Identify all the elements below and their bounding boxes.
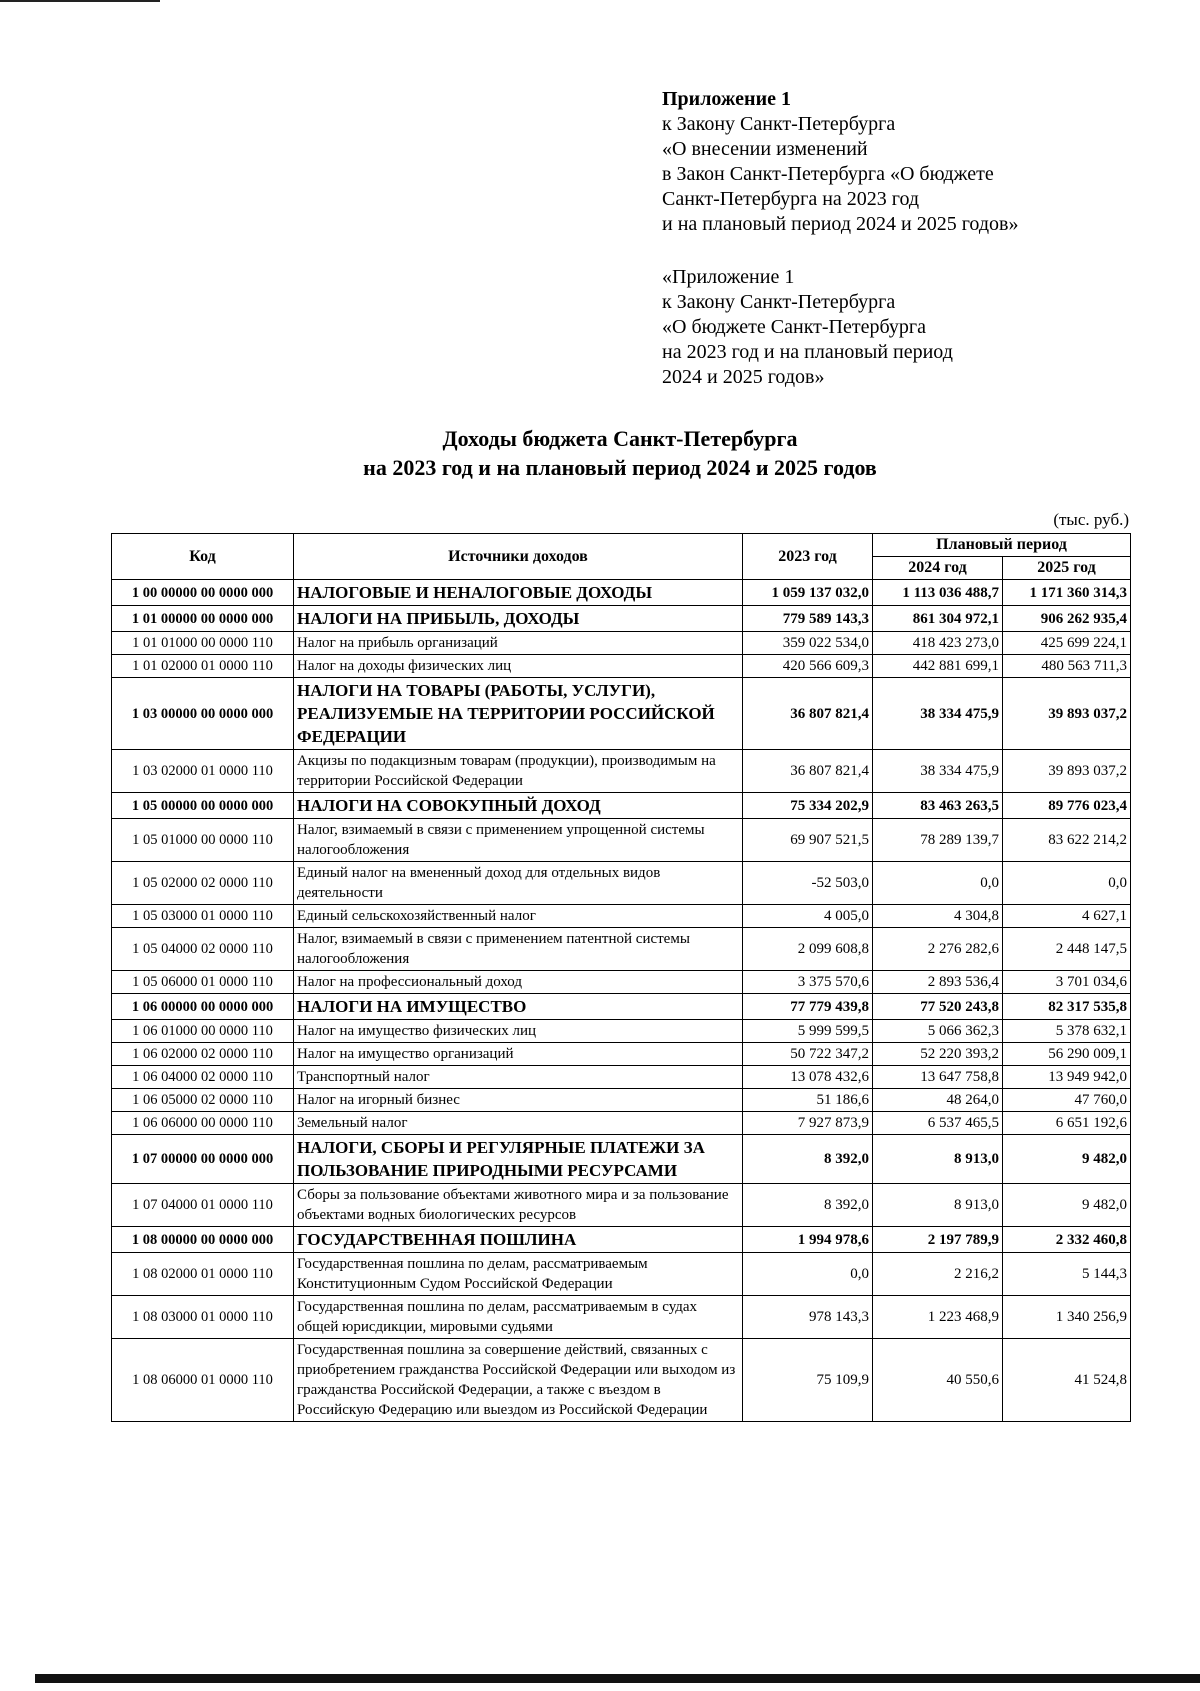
row-code: 1 01 02000 01 0000 110 (112, 655, 294, 678)
row-code: 1 03 00000 00 0000 000 (112, 678, 294, 750)
row-value-2023: 36 807 821,4 (743, 750, 873, 793)
row-value-2024: 1 223 468,9 (873, 1296, 1003, 1339)
row-value-2025: 89 776 023,4 (1003, 793, 1131, 819)
row-value-2023: 4 005,0 (743, 905, 873, 928)
row-source-name: Налог на имущество физических лиц (294, 1020, 743, 1043)
row-source-name: Налог на имущество организаций (294, 1043, 743, 1066)
row-value-2024: 2 197 789,9 (873, 1227, 1003, 1253)
row-value-2023: 8 392,0 (743, 1184, 873, 1227)
row-value-2024: 4 304,8 (873, 905, 1003, 928)
table-row (112, 862, 1131, 905)
row-value-2023: 1 994 978,6 (743, 1227, 873, 1253)
row-value-2023: 13 078 432,6 (743, 1066, 873, 1089)
row-value-2025: 0,0 (1003, 862, 1131, 905)
row-code: 1 07 00000 00 0000 000 (112, 1135, 294, 1184)
table-row (112, 1112, 1131, 1135)
row-code: 1 06 00000 00 0000 000 (112, 994, 294, 1020)
row-value-2025: 5 144,3 (1003, 1253, 1131, 1296)
row-code: 1 05 02000 02 0000 110 (112, 862, 294, 905)
table-row (112, 819, 1131, 862)
row-value-2023: 2 099 608,8 (743, 928, 873, 971)
table-row (112, 750, 1131, 793)
header-planned-period: Плановый период (873, 534, 1131, 557)
row-value-2023: 75 334 202,9 (743, 793, 873, 819)
row-code: 1 08 00000 00 0000 000 (112, 1227, 294, 1253)
appendix-line: к Закону Санкт-Петербурга (662, 291, 896, 313)
row-code: 1 08 03000 01 0000 110 (112, 1296, 294, 1339)
row-value-2024: 77 520 243,8 (873, 994, 1003, 1020)
row-value-2025: 1 340 256,9 (1003, 1296, 1131, 1339)
row-value-2024: 2 893 536,4 (873, 971, 1003, 994)
row-value-2023: 1 059 137 032,0 (743, 580, 873, 606)
row-code: 1 00 00000 00 0000 000 (112, 580, 294, 606)
table-row (112, 1020, 1131, 1043)
row-value-2024: 52 220 393,2 (873, 1043, 1003, 1066)
row-value-2024: 861 304 972,1 (873, 606, 1003, 632)
row-source-name: Единый сельскохозяйственный налог (294, 905, 743, 928)
table-header (112, 534, 1131, 580)
row-code: 1 08 02000 01 0000 110 (112, 1253, 294, 1296)
row-value-2025: 47 760,0 (1003, 1089, 1131, 1112)
row-value-2024: 8 913,0 (873, 1135, 1003, 1184)
row-code: 1 06 06000 00 0000 110 (112, 1112, 294, 1135)
row-value-2023: 359 022 534,0 (743, 632, 873, 655)
appendix-line: в Закон Санкт-Петербурга «О бюджете (662, 163, 994, 185)
appendix-line: на 2023 год и на плановый период (662, 341, 953, 363)
row-value-2024: 48 264,0 (873, 1089, 1003, 1112)
appendix-header-law (662, 87, 1018, 237)
row-source-name: НАЛОГИ НА СОВОКУПНЫЙ ДОХОД (294, 793, 743, 819)
row-code: 1 06 02000 02 0000 110 (112, 1043, 294, 1066)
appendix-line: Санкт-Петербурга на 2023 год (662, 188, 920, 210)
row-source-name: Налог на доходы физических лиц (294, 655, 743, 678)
row-source-name: Налог на игорный бизнес (294, 1089, 743, 1112)
table-row (112, 678, 1131, 750)
row-value-2024: 40 550,6 (873, 1339, 1003, 1422)
row-value-2025: 906 262 935,4 (1003, 606, 1131, 632)
row-value-2023: 51 186,6 (743, 1089, 873, 1112)
row-value-2023: 75 109,9 (743, 1339, 873, 1422)
row-value-2025: 13 949 942,0 (1003, 1066, 1131, 1089)
scan-bottom-rule (35, 1674, 1200, 1683)
row-value-2025: 2 332 460,8 (1003, 1227, 1131, 1253)
row-source-name: НАЛОГОВЫЕ И НЕНАЛОГОВЫЕ ДОХОДЫ (294, 580, 743, 606)
row-value-2025: 83 622 214,2 (1003, 819, 1131, 862)
table-body (112, 580, 1131, 1422)
row-source-name: НАЛОГИ НА ПРИБЫЛЬ, ДОХОДЫ (294, 606, 743, 632)
row-value-2023: 779 589 143,3 (743, 606, 873, 632)
table-row (112, 971, 1131, 994)
table-row (112, 580, 1131, 606)
table-row (112, 1043, 1131, 1066)
header-2024: 2024 год (873, 557, 1003, 580)
table-row (112, 905, 1131, 928)
row-value-2023: 69 907 521,5 (743, 819, 873, 862)
row-value-2023: 3 375 570,6 (743, 971, 873, 994)
row-code: 1 03 02000 01 0000 110 (112, 750, 294, 793)
row-code: 1 07 04000 01 0000 110 (112, 1184, 294, 1227)
budget-revenue-table (111, 533, 1131, 1422)
row-source-name: НАЛОГИ НА ТОВАРЫ (РАБОТЫ, УСЛУГИ), РЕАЛИЗУЕМЫЕ НА ТЕРРИТОРИИ РОССИЙСКОЙ ФЕДЕРАЦИИ (294, 678, 743, 750)
table-row (112, 1184, 1131, 1227)
row-value-2023: 8 392,0 (743, 1135, 873, 1184)
row-code: 1 05 01000 00 0000 110 (112, 819, 294, 862)
row-value-2023: 50 722 347,2 (743, 1043, 873, 1066)
row-value-2025: 425 699 224,1 (1003, 632, 1131, 655)
row-source-name: Сборы за пользование объектами животного мира и за пользование объектами водных биологических ресурсов (294, 1184, 743, 1227)
row-source-name: ГОСУДАРСТВЕННАЯ ПОШЛИНА (294, 1227, 743, 1253)
table-row (112, 1296, 1131, 1339)
scan-top-rule (0, 0, 160, 2)
row-value-2025: 9 482,0 (1003, 1135, 1131, 1184)
row-source-name: НАЛОГИ НА ИМУЩЕСТВО (294, 994, 743, 1020)
document-title-line: на 2023 год и на плановый период 2024 и 2025 годов (363, 455, 877, 480)
row-source-name: Налог, взимаемый в связи с применением упрощенной системы налогообложения (294, 819, 743, 862)
row-value-2025: 4 627,1 (1003, 905, 1131, 928)
row-value-2025: 480 563 711,3 (1003, 655, 1131, 678)
row-value-2025: 39 893 037,2 (1003, 750, 1131, 793)
table-row (112, 655, 1131, 678)
row-code: 1 05 04000 02 0000 110 (112, 928, 294, 971)
row-value-2023: -52 503,0 (743, 862, 873, 905)
row-value-2025: 39 893 037,2 (1003, 678, 1131, 750)
unit-note: (тыс. руб.) (1053, 510, 1129, 529)
row-value-2024: 6 537 465,5 (873, 1112, 1003, 1135)
header-2025: 2025 год (1003, 557, 1131, 580)
table-row (112, 1227, 1131, 1253)
row-code: 1 06 01000 00 0000 110 (112, 1020, 294, 1043)
table-row (112, 994, 1131, 1020)
appendix-line: Приложение 1 (662, 88, 791, 110)
row-value-2024: 1 113 036 488,7 (873, 580, 1003, 606)
appendix-line: «Приложение 1 (662, 266, 795, 288)
appendix-line: и на плановый период 2024 и 2025 годов» (662, 213, 1019, 235)
row-code: 1 06 05000 02 0000 110 (112, 1089, 294, 1112)
row-value-2025: 56 290 009,1 (1003, 1043, 1131, 1066)
row-value-2024: 13 647 758,8 (873, 1066, 1003, 1089)
header-source: Источники доходов (294, 534, 743, 580)
row-value-2024: 78 289 139,7 (873, 819, 1003, 862)
row-code: 1 01 01000 00 0000 110 (112, 632, 294, 655)
row-value-2024: 38 334 475,9 (873, 750, 1003, 793)
row-value-2025: 2 448 147,5 (1003, 928, 1131, 971)
row-source-name: Транспортный налог (294, 1066, 743, 1089)
header-code: Код (112, 534, 294, 580)
row-value-2023: 5 999 599,5 (743, 1020, 873, 1043)
row-source-name: Земельный налог (294, 1112, 743, 1135)
row-value-2025: 82 317 535,8 (1003, 994, 1131, 1020)
table-row (112, 1089, 1131, 1112)
row-code: 1 08 06000 01 0000 110 (112, 1339, 294, 1422)
row-value-2025: 3 701 034,6 (1003, 971, 1131, 994)
appendix-line: 2024 и 2025 годов» (662, 366, 825, 388)
row-value-2023: 36 807 821,4 (743, 678, 873, 750)
table-row (112, 606, 1131, 632)
table-row (112, 928, 1131, 971)
row-value-2024: 442 881 699,1 (873, 655, 1003, 678)
row-value-2025: 9 482,0 (1003, 1184, 1131, 1227)
table-row (112, 793, 1131, 819)
document-title-line: Доходы бюджета Санкт-Петербурга (442, 426, 798, 451)
table-row (112, 1066, 1131, 1089)
table-row (112, 1135, 1131, 1184)
row-source-name: Единый налог на вмененный доход для отдельных видов деятельности (294, 862, 743, 905)
row-value-2024: 2 216,2 (873, 1253, 1003, 1296)
row-value-2024: 418 423 273,0 (873, 632, 1003, 655)
row-value-2024: 8 913,0 (873, 1184, 1003, 1227)
row-code: 1 05 00000 00 0000 000 (112, 793, 294, 819)
appendix-line: «О внесении изменений (662, 138, 868, 160)
row-value-2023: 0,0 (743, 1253, 873, 1296)
header-2023: 2023 год (743, 534, 873, 580)
row-code: 1 01 00000 00 0000 000 (112, 606, 294, 632)
row-value-2023: 77 779 439,8 (743, 994, 873, 1020)
row-value-2024: 38 334 475,9 (873, 678, 1003, 750)
appendix-line: «О бюджете Санкт-Петербурга (662, 316, 926, 338)
row-value-2023: 978 143,3 (743, 1296, 873, 1339)
row-code: 1 05 06000 01 0000 110 (112, 971, 294, 994)
row-source-name: Государственная пошлина за совершение действий, связанных с приобретением гражданства Российской Федерации или выходом из гражданства Российской Федерации, а также с въездом в Российскую Федерацию или выездом из Российской Федерации (294, 1339, 743, 1422)
row-code: 1 05 03000 01 0000 110 (112, 905, 294, 928)
row-value-2025: 5 378 632,1 (1003, 1020, 1131, 1043)
row-source-name: Налог на прибыль организаций (294, 632, 743, 655)
appendix-header-budget (662, 265, 953, 390)
table-row (112, 632, 1131, 655)
table-row (112, 1339, 1131, 1422)
appendix-line: к Закону Санкт-Петербурга (662, 113, 896, 135)
row-value-2025: 6 651 192,6 (1003, 1112, 1131, 1135)
row-value-2024: 2 276 282,6 (873, 928, 1003, 971)
row-source-name: Государственная пошлина по делам, рассматриваемым в судах общей юрисдикции, мировыми судьями (294, 1296, 743, 1339)
row-source-name: Акцизы по подакцизным товарам (продукции), производимым на территории Российской Федерации (294, 750, 743, 793)
row-value-2023: 7 927 873,9 (743, 1112, 873, 1135)
row-source-name: Государственная пошлина по делам, рассматриваемым Конституционным Судом Российской Федерации (294, 1253, 743, 1296)
row-code: 1 06 04000 02 0000 110 (112, 1066, 294, 1089)
row-value-2024: 83 463 263,5 (873, 793, 1003, 819)
row-value-2025: 1 171 360 314,3 (1003, 580, 1131, 606)
row-source-name: Налог, взимаемый в связи с применением патентной системы налогообложения (294, 928, 743, 971)
document-title (110, 424, 1130, 482)
row-value-2024: 5 066 362,3 (873, 1020, 1003, 1043)
row-value-2023: 420 566 609,3 (743, 655, 873, 678)
row-source-name: НАЛОГИ, СБОРЫ И РЕГУЛЯРНЫЕ ПЛАТЕЖИ ЗА ПОЛЬЗОВАНИЕ ПРИРОДНЫМИ РЕСУРСАМИ (294, 1135, 743, 1184)
row-source-name: Налог на профессиональный доход (294, 971, 743, 994)
table-row (112, 1253, 1131, 1296)
row-value-2025: 41 524,8 (1003, 1339, 1131, 1422)
row-value-2024: 0,0 (873, 862, 1003, 905)
